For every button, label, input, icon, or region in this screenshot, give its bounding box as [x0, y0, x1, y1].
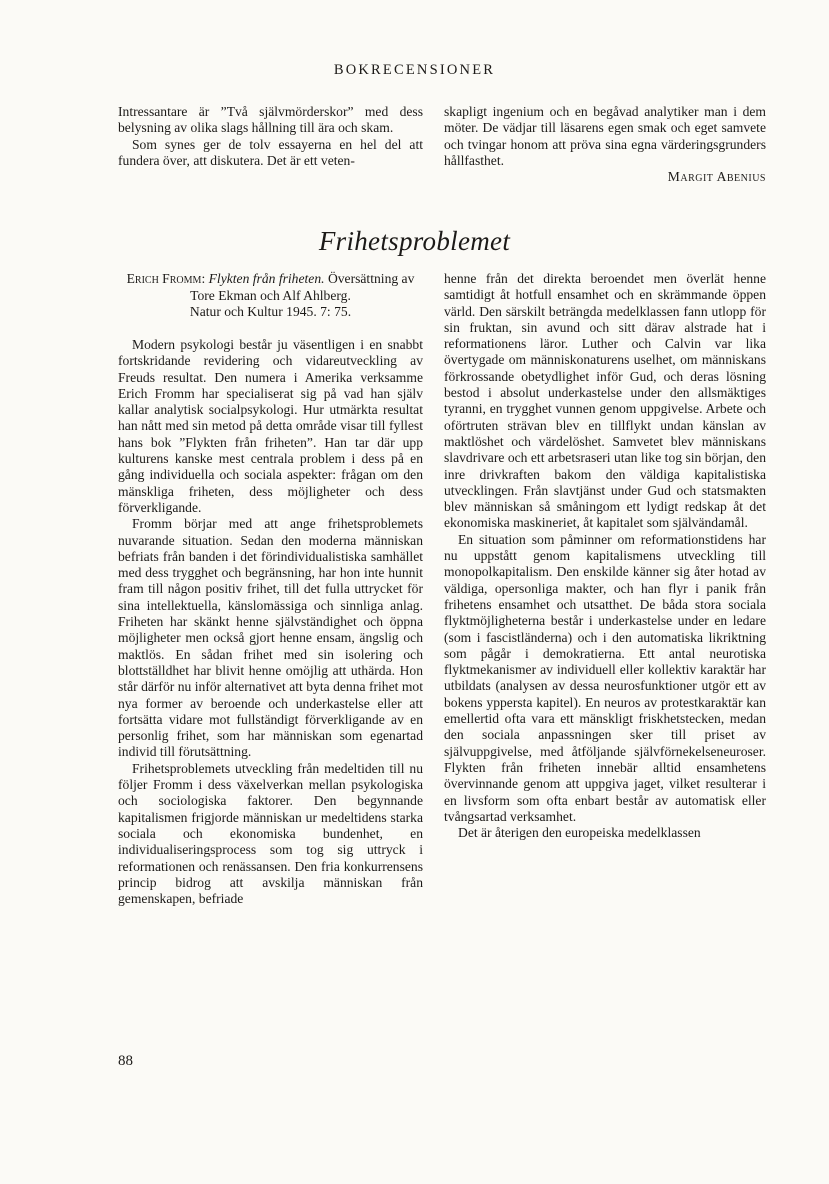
- review-left-column: [118, 337, 423, 907]
- book-title: Flykten från friheten.: [208, 271, 325, 286]
- previous-review-left-column: [118, 104, 423, 169]
- book-translation: Översättning av Tore Ekman och Alf Ahlberg.: [190, 271, 415, 303]
- review-right-column: [444, 271, 766, 841]
- citation-colon: :: [201, 271, 209, 286]
- page-number: 88: [118, 1053, 133, 1069]
- review-paragraph: En situation som påminner om reformationstidens har nu uppstått genom kapitalismens utveckling till monopolkapitalism. Den enskilde känner sig åter hotad av väldiga, opersonliga makter, och han flyr i panik från frihetens ensamhet och utsatthet. De båda stora sociala flyktmöjligheterna består i underkastelse under en ledare (som i fascistländerna) och i den automatiska likriktning som pågår i demokratierna. Ett antal neurotiska flyktmekanismer av individuell eller kollektiv karaktär har utbildats (analysen av dessa neurosfunktioner utgör ett av bokens yppersta kapitel). En neuros av protestkaraktär kan emellertid ofta vara ett mänskligt friskhetstecken, medan den sociala anpassningen sker till priset av självuppgivelse, med åtföljande självförnekelseneuroser. Flykten från friheten innebär alltid ensamhetens övervinnande genom att uppgiva jaget, vilket resulterar i en livsform som ofta enbart består av automatisk eller tvångsartad verksamhet.: [444, 531, 766, 824]
- book-citation: [118, 271, 423, 321]
- previous-review-paragraph: skapligt ingenium och en begåvad analytiker man i dem möter. De vädjar till läsarens egen smak och eget samvete och tvingar honom att pröva sina egna värderingsgrunders hållfasthet.: [444, 104, 766, 168]
- previous-review-right-column: [444, 104, 766, 185]
- book-publisher: Natur och Kultur 1945. 7: 75.: [189, 304, 352, 319]
- review-title: Frihetsproblemet: [318, 226, 511, 256]
- review-paragraph: Det är återigen den europeiska medelklassen: [458, 825, 701, 841]
- review-paragraph: Frihetsproblemets utveckling från medeltiden till nu följer Fromm i dess växelverkan mellan psykologiska och sociologiska faktorer. Den begynnande kapitalismen frigjorde människan ur medeltidens starka sociala och ekonomiska bundenhet, en individualiseringsprocess som tog sig uttryck i reformationen och renässansen. Den fria konkurrensens princip bidrog att avskilja människan från gemenskapen, befriade: [118, 760, 423, 907]
- previous-review-paragraph: Som synes ger de tolv essayerna en hel del att fundera över, att diskutera. Det är ett veten-: [118, 136, 423, 168]
- review-paragraph: Modern psykologi består ju väsentligen i en snabbt fortskridande revidering och vidareutveckling av Freuds resultat. Den numera i Amerika verksamme Erich Fromm har specialiserat sig på vad han själv kallar analytisk socialpsykologi. Hur utmärkta resultat han nått med sin metod på detta område visar till fyllest hans bok ”Flykten från friheten”. Han tar där upp kulturens kanske mest centrala problem i dess på en gång individuella och sociala aspekter: frågan om den mänskliga friheten, dess möjligheter och dess förverkligande.: [118, 337, 423, 515]
- review-paragraph: henne från det direkta beroendet men överlät henne samtidigt åt hotfull ensamhet och en skrämmande öppen värld. Den särskilt beträngda medelklassen fann utlopp för sin fruktan, sin avund och sitt därav alstrade hat i reformationens läror. Luther och Calvin var lika övertygade om människonaturens uselhet, om människans förkrossande obetydlighet inför Gud, och deras lösning bestod i absolut underkastelse under den allsmäktiges tyranni, en trygghet vunnen genom uppgivelse. Arbete och oförtruten strävan blev en tillflykt undan känslan av maktlöshet och värdelöshet. Samvetet blev människans slavdrivare och ett arbetsraseri utan like tog sin början, den inre drivkraften bakom den väldiga kapitalistiska utvecklingen. Från slavtjänst under Gud och statsmakten blev människan så småningom ett lydigt redskap åt det ekonomiska maskineriet, åt kapitalet som självändamål.: [444, 271, 766, 531]
- book-author: Erich Fromm: [126, 271, 202, 286]
- review-paragraph: Fromm börjar med att ange frihetsproblemets nuvarande situation. Sedan den moderna människan befriats från banden i det förindividualistiska samhället med dess trygghet och begränsning, har hon inte hunnit fram till någon positiv frihet, till det fulla uttrycket för sina intellektuella, känslomässiga och sinnliga anlag. Friheten har skänkt henne självständighet och öppna möjligheter men också gjort henne ensam, ängslig och maktlös. En sådan frihet med sin isolering och blottställdhet har blivit henne omöjlig att uthärda. Hon står därför nu inför alternativet att byta denna frihet mot nya former av beroende och underkastelse eller att fortsätta vidare mot fullständigt förverkligande av en personlig frihet, som har människan som egenartad individ till förutsättning.: [118, 516, 423, 760]
- reviewer-signature: Margit Abenius: [667, 169, 766, 185]
- previous-review-paragraph: Intressantare är ”Två självmörderskor” med dess belysning av olika slags hållning till ära och skam.: [118, 104, 423, 136]
- running-header: BOKRECENSIONER: [333, 62, 496, 78]
